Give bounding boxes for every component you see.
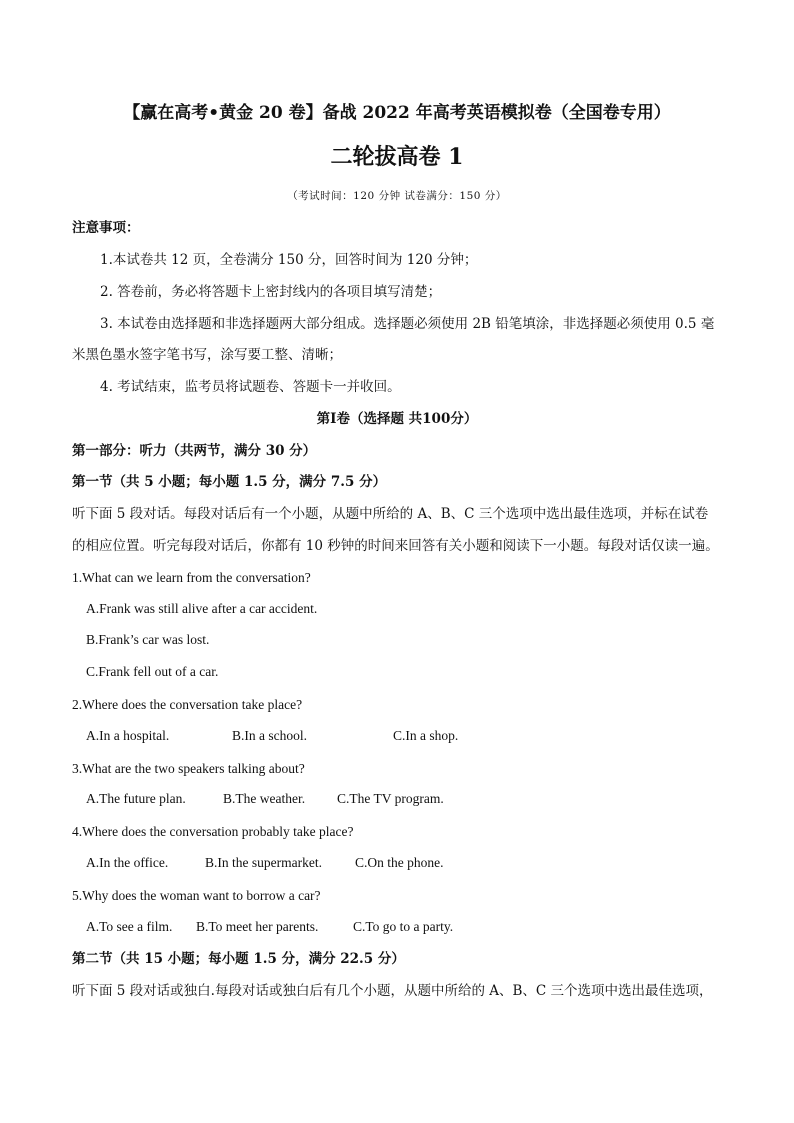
question-2: 2.Where does the conversation take place?: [72, 697, 303, 712]
subsection-2-instructions: 听下面 5 段对话或独白.每段对话或独白后有几个小题，从题中所给的 A、B、C 三个选项中选出最佳选项，: [72, 983, 713, 999]
notice-item-1: 1.本试卷共 12 页，全卷满分 150 分，回答时间为 120 分钟；: [100, 252, 478, 268]
question-1-option-a: A.Frank was still alive after a car accident.: [86, 601, 318, 616]
notice-item-4: 4. 考试结束，监考员将试题卷、答题卡一并收回。: [100, 379, 401, 395]
notice-item-2: 2. 答卷前，务必将答题卡上密封线内的各项目填写清楚；: [100, 284, 442, 300]
question-5-option-a: A.To see a film.: [86, 919, 173, 934]
part-heading: 第一部分：听力（共两节，满分 30 分）: [72, 443, 317, 459]
instructions-line-2: 的相应位置。听完每段对话后，你都有 10 秒钟的时间来回答有关小题和阅读下一小题。每段对话仅读一遍。: [72, 538, 719, 554]
question-2-option-a: A.In a hospital.: [86, 728, 170, 743]
question-3-option-c: C.The TV program.: [337, 791, 444, 806]
question-5-option-c: C.To go to a party.: [353, 919, 454, 934]
question-3-option-b: B.The weather.: [223, 791, 306, 806]
subsection-2-heading: 第二节（共 15 小题；每小题 1.5 分，满分 22.5 分）: [72, 951, 405, 967]
question-3-option-a: A.The future plan.: [86, 791, 186, 806]
section-heading: 第Ⅰ卷（选择题 共100分）: [316, 411, 478, 427]
exam-time-score: （考试时间：120 分钟 试卷满分：150 分）: [287, 190, 507, 202]
question-3: 3.What are the two speakers talking about?: [72, 761, 305, 776]
exam-subtitle: 二轮拔高卷 1: [330, 144, 464, 170]
question-4-option-b: B.In the supermarket.: [205, 855, 322, 870]
question-2-option-c: C.In a shop.: [393, 728, 459, 743]
question-5-option-b: B.To meet her parents.: [196, 919, 319, 934]
instructions-line-1: 听下面 5 段对话。每段对话后有一个小题，从题中所给的 A、B、C 三个选项中选出最佳选项，并标在试卷: [72, 506, 709, 522]
question-1-option-c: C.Frank fell out of a car.: [86, 664, 219, 679]
question-4-option-a: A.In the office.: [86, 855, 169, 870]
question-1: 1.What can we learn from the conversation?: [72, 570, 311, 585]
notice-item-3: 3. 本试卷由选择题和非选择题两大部分组成。选择题必须使用 2B 铅笔填涂，非选择题必须使用 0.5 毫: [100, 316, 715, 332]
question-2-option-b: B.In a school.: [232, 728, 307, 743]
subsection-1-heading: 第一节（共 5 小题；每小题 1.5 分，满分 7.5 分）: [72, 474, 387, 490]
question-5: 5.Why does the woman want to borrow a car?: [72, 888, 321, 903]
question-1-option-b: B.Frank’s car was lost.: [86, 632, 210, 647]
exam-title: 【赢在高考•黄金 20 卷】备战 2022 年高考英语模拟卷（全国卷专用）: [123, 103, 671, 123]
question-4-option-c: C.On the phone.: [355, 855, 444, 870]
notice-heading: 注意事项：: [72, 220, 140, 236]
question-4: 4.Where does the conversation probably take place?: [72, 824, 354, 839]
notice-item-3-cont: 米黑色墨水签字笔书写，涂写要工整、清晰；: [72, 347, 342, 363]
